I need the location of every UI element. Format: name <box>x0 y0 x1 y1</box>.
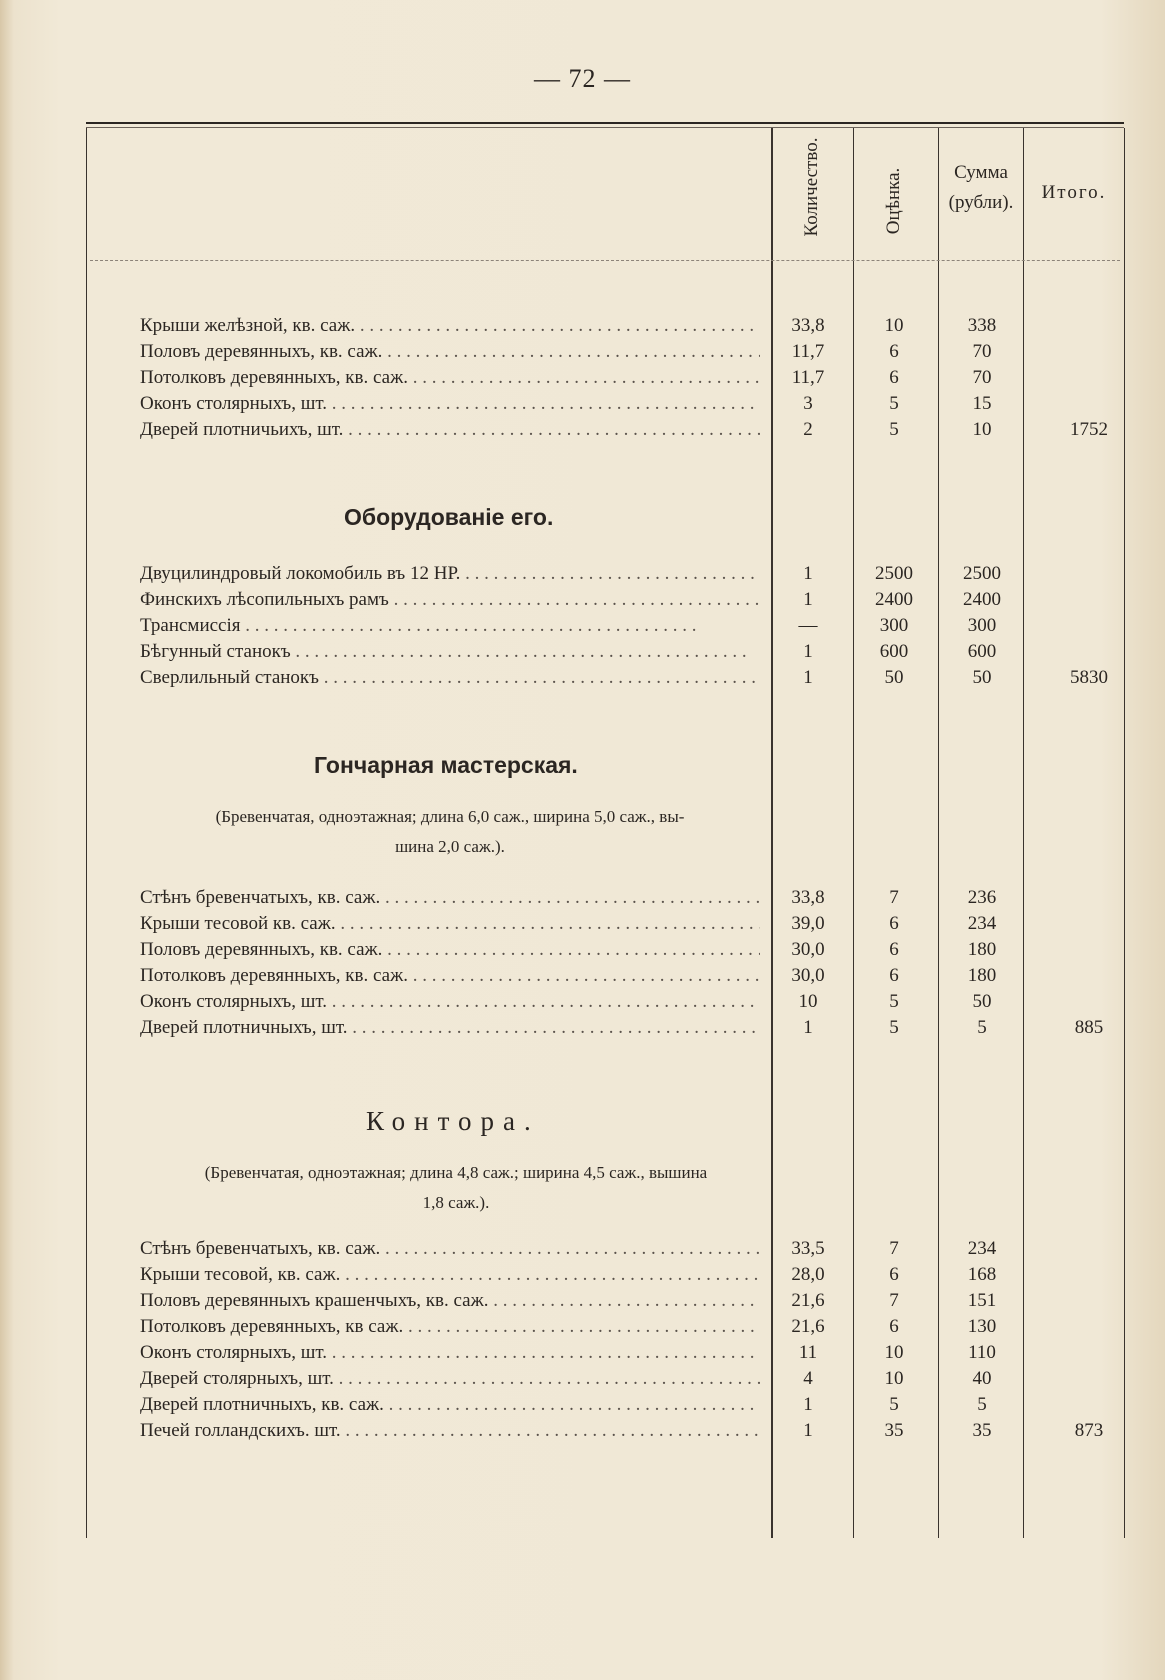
row-quantity: 11,7 <box>791 367 825 388</box>
table-row <box>140 587 1160 613</box>
table-row <box>140 1288 1160 1314</box>
table-row <box>140 313 1160 339</box>
row-rate: 10 <box>884 1342 904 1363</box>
row-rate: 2500 <box>875 563 913 584</box>
table-row <box>140 911 1160 937</box>
table-row <box>140 639 1160 665</box>
section-note-office <box>140 1158 772 1218</box>
row-label: Потолковъ деревянныхъ, кв. саж. . . . <box>140 963 760 989</box>
header-total: Итого. <box>1041 182 1107 203</box>
row-total: 885 <box>1074 1017 1104 1038</box>
row-label: Дверей плотничныхъ, шт. . . . <box>140 1015 760 1041</box>
row-sum: 70 <box>972 367 992 388</box>
table-row <box>140 391 1160 417</box>
row-total: 873 <box>1074 1420 1104 1441</box>
row-sum: 600 <box>967 641 997 662</box>
row-sum: 10 <box>972 419 992 440</box>
table-row <box>140 885 1160 911</box>
row-rate: 600 <box>879 641 909 662</box>
row-label: Трансмиссія . . . <box>140 613 760 639</box>
row-rate: 6 <box>889 341 899 362</box>
row-rate: 6 <box>889 1316 899 1337</box>
table-row <box>140 989 1160 1015</box>
row-sum: 338 <box>967 315 997 336</box>
row-rate: 6 <box>889 965 899 986</box>
row-label: Оконъ столярныхъ, шт. . . . <box>140 1340 760 1366</box>
row-sum: 151 <box>967 1290 997 1311</box>
row-rate: 6 <box>889 367 899 388</box>
row-quantity: 21,6 <box>791 1316 825 1337</box>
header-divider <box>90 260 1120 262</box>
table-row <box>140 613 1160 639</box>
table-top-rule <box>86 122 1124 124</box>
row-quantity: 33,8 <box>791 315 825 336</box>
note-line: шина 2,0 саж.). <box>395 837 505 856</box>
row-sum: 70 <box>972 341 992 362</box>
row-sum: 15 <box>972 393 992 414</box>
row-sum: 5 <box>977 1017 987 1038</box>
table-row <box>140 1392 1160 1418</box>
note-line: (Бревенчатая, одноэтажная; длина 4,8 саж.; ширина 4,5 саж., вышина <box>204 1163 708 1182</box>
row-sum: 130 <box>967 1316 997 1337</box>
row-quantity: 4 <box>803 1368 813 1389</box>
row-sum: 5 <box>977 1394 987 1415</box>
row-quantity: 3 <box>803 393 813 414</box>
row-label: Половъ деревянныхъ крашенчыхъ, кв. саж. . . . <box>140 1288 760 1314</box>
row-label: Оконъ столярныхъ, шт. . . . <box>140 391 760 417</box>
row-quantity: 1 <box>803 563 813 584</box>
row-rate: 6 <box>889 913 899 934</box>
row-rate: 10 <box>884 315 904 336</box>
row-quantity: 10 <box>798 991 818 1012</box>
row-rate: 5 <box>889 1394 899 1415</box>
table-row <box>140 417 1160 443</box>
row-label: Сверлильный станокъ . . . <box>140 665 760 691</box>
table-top-rule-thin <box>86 127 1124 128</box>
row-label: Бѣгунный станокъ . . . <box>140 639 760 665</box>
row-sum: 234 <box>967 1238 997 1259</box>
table-row <box>140 1015 1160 1041</box>
row-label: Потолковъ деревянныхъ, кв. саж. . . . <box>140 365 760 391</box>
row-total: 1752 <box>1070 419 1108 440</box>
row-sum: 300 <box>967 615 997 636</box>
row-label: Крыши тесовой, кв. саж. . . . <box>140 1262 760 1288</box>
table-row <box>140 1340 1160 1366</box>
row-quantity: — <box>798 615 818 636</box>
row-label: Дверей плотничныхъ, кв. саж. . . . <box>140 1392 760 1418</box>
row-total: 5830 <box>1070 667 1108 688</box>
row-rate: 6 <box>889 939 899 960</box>
row-label: Оконъ столярныхъ, шт. . . . <box>140 989 760 1015</box>
row-quantity: 11 <box>798 1342 818 1363</box>
row-quantity: 21,6 <box>791 1290 825 1311</box>
row-label: Половъ деревянныхъ, кв. саж. . . . <box>140 339 760 365</box>
row-label: Крыши тесовой кв. саж. . . . <box>140 911 760 937</box>
row-rate: 10 <box>884 1368 904 1389</box>
row-sum: 2500 <box>963 563 1001 584</box>
page-number: — 72 — <box>534 64 631 93</box>
row-sum: 180 <box>967 939 997 960</box>
row-rate: 2400 <box>875 589 913 610</box>
row-rate: 5 <box>889 1017 899 1038</box>
row-quantity: 1 <box>803 1420 813 1441</box>
header-quantity: Количество. <box>801 137 822 237</box>
row-sum: 110 <box>968 1342 996 1363</box>
section-title-equipment: Оборудованіе его. <box>344 504 554 530</box>
section-note-pottery <box>140 802 760 862</box>
row-label: Стѣнъ бревенчатыхъ, кв. саж. . . . <box>140 885 760 911</box>
column-divider <box>86 128 87 1538</box>
row-quantity: 1 <box>803 641 813 662</box>
row-sum: 35 <box>972 1420 992 1441</box>
table-row <box>140 1418 1160 1444</box>
table-row <box>140 561 1160 587</box>
row-label: Финскихъ лѣсопильныхъ рамъ . . . <box>140 587 760 613</box>
header-sum-line2: (рубли). <box>948 192 1014 213</box>
row-quantity: 1 <box>803 589 813 610</box>
row-quantity: 28,0 <box>791 1264 825 1285</box>
header-sum-line1: Сумма <box>954 162 1008 183</box>
row-sum: 40 <box>972 1368 992 1389</box>
row-quantity: 11,7 <box>791 341 825 362</box>
table-row <box>140 365 1160 391</box>
row-label: Половъ деревянныхъ, кв. саж. . . . <box>140 937 760 963</box>
row-quantity: 39,0 <box>791 913 825 934</box>
row-label: Дверей плотничьихъ, шт. . . . <box>140 417 760 443</box>
row-sum: 180 <box>967 965 997 986</box>
row-rate: 5 <box>889 393 899 414</box>
table-row <box>140 937 1160 963</box>
row-sum: 50 <box>972 991 992 1012</box>
table-row <box>140 339 1160 365</box>
row-rate: 300 <box>879 615 909 636</box>
table-row <box>140 1262 1160 1288</box>
row-rate: 5 <box>889 419 899 440</box>
row-quantity: 2 <box>803 419 813 440</box>
table-row <box>140 665 1160 691</box>
section-title-office: Контора. <box>366 1106 540 1136</box>
row-label: Печей голландскихъ. шт. . . . <box>140 1418 760 1444</box>
table-row <box>140 1314 1160 1340</box>
row-quantity: 30,0 <box>791 939 825 960</box>
row-label: Стѣнъ бревенчатыхъ, кв. саж. . . . <box>140 1236 760 1262</box>
row-sum: 234 <box>967 913 997 934</box>
row-rate: 7 <box>889 1238 899 1259</box>
table-row <box>140 1366 1160 1392</box>
row-sum: 236 <box>967 887 997 908</box>
table-row <box>140 1236 1160 1262</box>
row-quantity: 33,5 <box>791 1238 825 1259</box>
row-sum: 2400 <box>963 589 1001 610</box>
row-quantity: 1 <box>803 667 813 688</box>
row-sum: 168 <box>967 1264 997 1285</box>
header-sum <box>940 158 1022 218</box>
row-label: Потолковъ деревянныхъ, кв саж. . . . <box>140 1314 760 1340</box>
row-quantity: 1 <box>803 1017 813 1038</box>
section-title-pottery: Гончарная мастерская. <box>314 752 578 778</box>
header-rate: Оцѣнка. <box>883 167 904 235</box>
row-label: Двуцилиндровый локомобиль въ 12 НР. . . . <box>140 561 760 587</box>
row-rate: 7 <box>889 1290 899 1311</box>
row-quantity: 30,0 <box>791 965 825 986</box>
row-rate: 50 <box>884 667 904 688</box>
note-line: (Бревенчатая, одноэтажная; длина 6,0 саж., ширина 5,0 саж., вы- <box>215 807 685 826</box>
row-rate: 7 <box>889 887 899 908</box>
row-quantity: 1 <box>803 1394 813 1415</box>
note-line: 1,8 саж.). <box>422 1193 490 1212</box>
row-rate: 5 <box>889 991 899 1012</box>
table-row <box>140 963 1160 989</box>
row-rate: 6 <box>889 1264 899 1285</box>
row-label: Крыши желѣзной, кв. саж. . . . <box>140 313 760 339</box>
row-quantity: 33,8 <box>791 887 825 908</box>
row-sum: 50 <box>972 667 992 688</box>
row-rate: 35 <box>884 1420 904 1441</box>
row-label: Дверей столярныхъ, шт. . . . <box>140 1366 760 1392</box>
